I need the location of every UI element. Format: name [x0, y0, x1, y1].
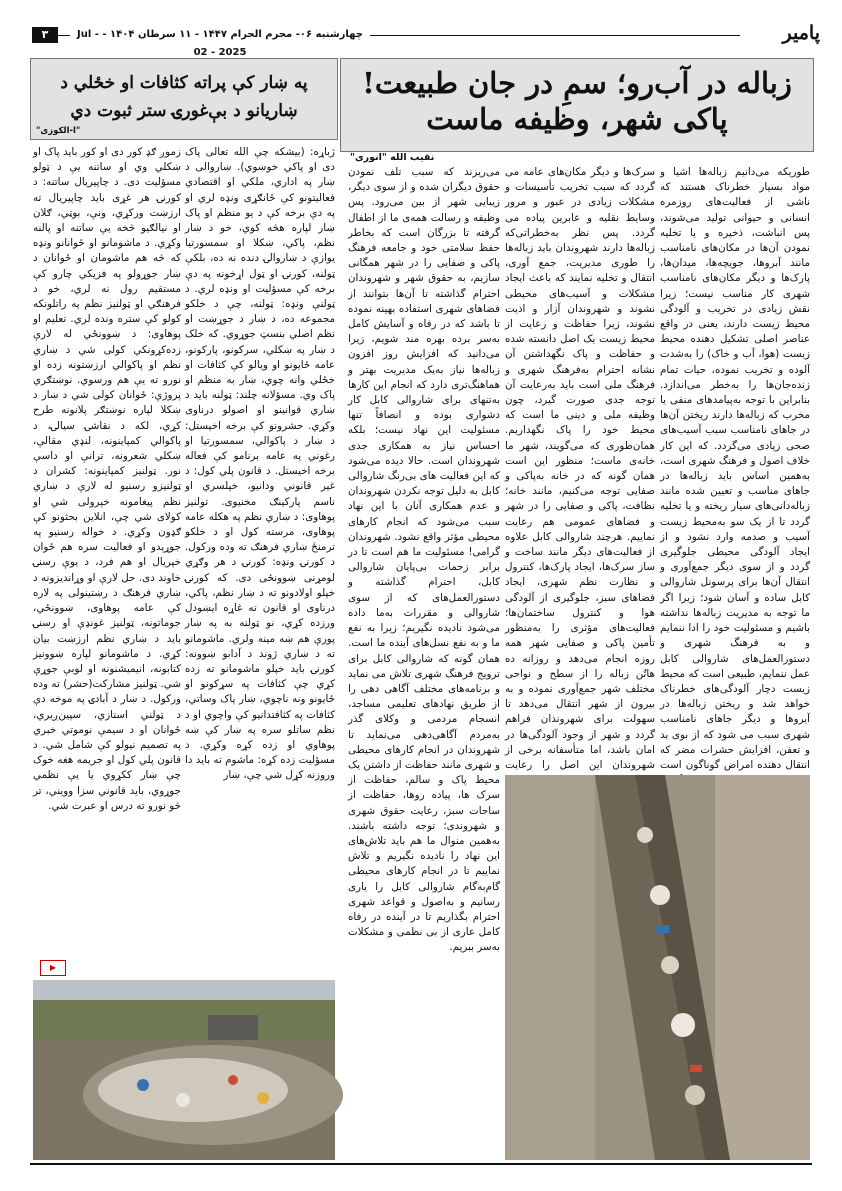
- byline-left: "ا-الکوزی": [36, 126, 81, 136]
- article-right-column-1: طوریکه می‌دانیم زباله‌ها اشیا و مواد بسیار خطرناک هستند که ناشی از فعالیت‌های روزمره انسانی و حیوانی تولید می‌شوند، پس انباشت، ذخیره و یا تخلیه نمودن آن‌ها در مکان‌های نامناسب مانند آبروها، جویچه‌ها، میدان‌ها، پارک‌ها و دیگر مکان‌های نامناسب شهری کار مناسب نیست؛ زیرا نقش زیادی در تخریب و آلودگی محیط زیست دارند، یعنی در واقع عناصر اصلی تشکیل دهنده محیط زیست (هوا، آب و خاک) را به‌شدت آلوده و تخریب نموده، حیات تمام زنده‌جان‌ها را به‌خطر می‌اندازد. بنابراین با توجه به‌پیامدهای منفی یا مخرب که زباله‌ها دارند ریختن آن‌ها در جاهای نامناسب سبب آسیب‌های صحی زیادی می‌گردد. که این کار خلاف اصول و فرهنگ شهری است، به‌همین اساس باید زباله‌ها در جاهای مناسب و تعیین شده مانند زباله‌دانی‌های سیار ریخته و یا تخلیه گردد تا از یک سو به‌محیط زیست آسیب و صدمه وارد نشود و از ایجاد آلودگی محیطی جلوگیری گردد و از سوی دیگر جمع‌آوری و انتقال آن‌ها برای پرسونل شاروالی کابل ساده و آسان شود؛ زیرا اگر ما توجه به مدیریت زباله‌ها نداشته باشیم و مسئولیت خود را ادا ننمایم و به فرهنگ شهری و دستورالعمل‌های شاروالی کابل عمل ننمایم، طبیعی است که محیط زیست دچار آلودگی‌های خطرناک خواهد شد و ریختن زباله‌ها در آبروها و دیگر جاهای نامناسب شهری سبب می شود که از بوی بد و تعفن، افزایش حشرات مضر که انتقال دهنده امراض گوناگون است: [660, 166, 810, 771]
- byline-right: نقیب الله "انوری": [350, 152, 435, 163]
- headline-left-line2: ښاريانو د بې‌غورۍ ستر ثبوت دي: [70, 101, 298, 121]
- photo-drainage-ditch-drawing: [505, 775, 810, 1160]
- footer-rule: [30, 1163, 812, 1165]
- headline-left-line1: په ښار کې پراته کثافات او خځلي د: [60, 73, 308, 93]
- article-left-column-2: زموږ ګډ کور دی او کور باید پاک او ښکلي وي او ساتنه يې د ټولو مسؤلیت دی. د چاپیریال ساتنه: د کورنۍ هر غړی باید چاپیریال ته ارزښت ورکړي، ونې، بوټي، ګلان او نیالګیو څخه یې ساتنه او پالنه وکړي. د ماشومانو او ځوانانو ونډه که څه هم ماشومان او ځوانان د ښار جوړولو په فزیکي چارو کې مستقیم رول نه لري، خو د فرهنګي او ټولنیز نظم په راتلونکه کولو کې ستره ونده لري. تعلیم او پوهاوی: د ښوونځي له لارې زده‌کړونکي کولی شي د ښاري نظم او پاکوالي ارزښتونه زده او نورو ته یې هم ورسوي. نوښتګري پروژې: ځوانان کولی شي د ښار د ښکلا لپاره نوښتګر پلانونه طرح کړي، لکه د نقاشۍ سیالۍ، د پاکوالي کمپاینونه، لنډي مقالې، ښکلي شعرونه، ترانې او داسې نور. ټولنیز کمپاینونه: کشران د ټولنیزو رسنیو له لارې د ښاري نظم پیغامونه خپرولی شي او کولای شي چې، انلاین بحثونو کې ګډون وکړي. د خواله رسنیو په جوړېدو او فعالیت سره هم ځوان خپریال او هم فرد، د یوې رسنۍ خاوند دی. حل لارې او وړاندیزونه د ښاري فرهنګ د رښتینولی په لاره کې عامه پوهاوی، ښوونځي، جوماتونه، ټولنیز غونډې او رسنۍ باید د ښاري نظم ارزښت بیان کړي. د ماشومانو لپاره ښوونیز کتابونه، انیمیشنونه او لوبې جوړې شي. ټولنیز مشارکت(حشر) ته وده ورکول. د ښار د آبادۍ په موخه دې د ټولني استازي، سپین‌ږیري، ځوانان او د سیمې نوموتي خبري په تصمیم نیولو کې شامل شي. د قانون پلي کول او جریمه هغه خوک چې ښار ککړوي یا یې نظمي جوړوي، باید قانوني سزا وویني، تر څو نورو ته درس او عبرت شي.: [33, 146, 181, 812]
- article-right-column-3: می‌ریزند که سبب تلف نمودن حقوق دیگران شده و از سوی دیگر، زیبایی شهر از بین می‌رود. پس وظیفه و رسالت همه‌ی ما از اطفال گرفته تا بزرگان است که بخاطر حفظ سلامتی خود و جامعه فرهنگ پاکی و صفایی را در شهر همگانی سازیم، به حقوق شهر و شهروندان احترام گذاشته تا آن‌ها بتوانند از فضاهای شهری استفاده بهینه نموده تا باشد که در رفاه و آسایش کامل به‌سر برده بهره مند شویم، زیرا می‌دانید که افزایش روز افزون زباله‌ها نیاز به‌یک مدیریت بهتر و هماهنگ‌تری دارد که انجام این کارها به‌تنهای برای شاروالی کابل کار دشواری بوده و انصافاً تنها مسئولیت این نهاد نیست؛ بلکه احساس نیاز به همکاری جدی شهروندان است. حالا دیده می‌شود که این فعالیت های بی‌رنگ شاروالی کابل به دلیل توجه نکردن شهروندان و عدم همکاری آنان با این نهاد سبب می‌شود که انجام کارهای محیطی مؤثر واقع نشود. شهروندان گرامی! مسئولیت ما هم است تا در برابر زحمات بی‌پایان شاروالی کابل، احترام گذاشته و دستورالعمل‌های که از سوی شاروالی و مقررات به‌ما داده می‌شود نادیده نگیریم؛ زیرا به نفع ما و به نفع نسل‌های آینده ما است. همان گونه که شاروالی کابل برای ترویج فرهنگ شهری تلاش می نماید و برنامه‌های مختلف آگاهی دهی را از طریق نهادهای تعلیمی مساجد، انسجام مردمی و وکلای گذر به‌مردم آگاهی‌دهی می‌نماید تا شهروندان در انجام کارهای محیطی و شهری مانند حفاظت از داشتن یک محیط پاک و سالم، حفاظت از سرک ها، پیاده روها، حفاظت از ساحات سبز، رعایت حقوق شهری و شهروندی؛ توجه داشته باشند. به‌همین منوال ما هم باید تلاش‌های این نهاد را نادیده نگیریم و تلاش نماییم تا در انجام کارهای محیطی گام‌به‌گام شاروالی کابل را یاری رسانیم و به‌اصول و قواعد شهری احترام بگذاریم تا در آینده در رفاه کامل عاری از بی نظمی و مشکلات به‌سر ببریم.: [348, 166, 500, 954]
- headline-right-line2: پاکی شهر، وظیفه ماست: [426, 102, 728, 136]
- article-right-column-2: سرک‌ها و دیگر مکان‌های عامه می گردد که سبب تخریب تأسیسات و مشکلات زیادی در عبور و مرور وسایط نقلیه و عابرین پیاده می گردد. پس نظر به‌خطراتی‌که زباله‌ها دارند شهروندان باید زباله‌ها را طوری مدیریت، جمع آوری، انتقال و تخلیه نمایند که باعث ایجاد مشکلات و آسیب‌های محیطی نشوند و شهروندان آزار و اذیت نشوند، زیرا حفاظت و رعایت از محیط زیست یک اصل دانسته شده و حفاظت و پاک نگهداشتن آن نشانه احترام به‌فرهنگ شهری و فرهنگ ملی است باید به‌رعایت آن توجه جدی صورت گیرد، چون وظیفه ملی و دینی ما است که محیط خود را پاک نگهداریم. همان‌طوری که می‌گویند، شهر ما خانه‌ی ماست؛ منظور این است همان گونه که در خانه به‌پاکی و صفایی توجه می‌کنیم، مانند خانه؛ نظافت، پاکی و صفایی را در شهر و فضاهای عمومی هم رعایت نماییم. هرچند شاروالی کابل علاوه از فعالیت‌های دیگر مانند ساخت و ساز سرک‌ها، ایجاد پارک‌ها، کنترول و نظارت نظم شهری، ایجاد فضاهای سبز، جلوگیری از آلودگی هوا و کنترول ساختمان‌ها؛ فعالیت‌های مؤثری را به‌منظور تأمین پاکی و صفایی شهر همه روزه انجام می‌دهد و روزانه ده هاتُن زباله را از سطح و نواحی مختلف شهر جمع‌آوری نموده و به بیرون از شهر انتقال می‌دهد تا سهولت برای شهروندان فراهم گردد و شهر از وجود آلودگی‌ها در امان باشد، اما متأسفانه برخی از شهروندان این اصل را رعایت: [505, 166, 655, 771]
- headline-box-right: [340, 58, 814, 152]
- headline-right-line1: زباله در آب‌رو؛ سمِ در جان طبیعت!: [362, 66, 792, 100]
- masthead: پامیر: [740, 22, 824, 48]
- photo-garbage-pile-drawing: [33, 980, 335, 1160]
- page-number: ۳: [32, 27, 58, 43]
- end-mark-icon: ▶: [40, 960, 66, 976]
- photo-drainage-ditch: [505, 775, 810, 1160]
- dateline: چهارشنبه ۰۶- محرم الحرام ۱۴۴۷ - ۱۱ سرطان ۱۴۰۴ - Jul - 02 - 2025: [70, 26, 370, 44]
- article-left-column-1: ژباړه: (بیشکه چې الله تعالی پاک دی او پاکي خوښوي). ښاروالی د ښار په اداري، ملکي او اقتصادي فعالیتونو کې ځانګړی ونډه لري او په دې برخه کې د یو منظم او پاک ښار لپاره هڅه کوي، خو د ښار نظم، پاکي، ښکلا او سمسورتیا یوازې د ښاروالۍ دنده نه ده، بلکې ټولنه، کورنۍ او ټول اړخونه په دې برخه کې مسؤلیت او ونډه لري. د ټولنې ونډه: ټولنه، چې د خلکو مجموعه ده، د ښار د جوړښت او نظم اصلي بنسټ جوړوي. که خلک د ښار په ښکلي، سرکونو، پارکونو، عامه ځایونو او ویالو کې کثافات او خځلي وانه چوي، ښار به منظم او پاک وي. مسؤلانه چلند: ټولنه باید د ښاري قوانینو او اصولو درناوی وکړي. حشرونو کې برخه اخیستل: د ښار د پاکوالي، سمسورتیا او رغوني په عامه برنامو کې فعاله برخه اخیستل. د قانون پلي کول: د غیر قانوني ودانیو، خپلسري او ناسم پارکینګ مخنیوی. تولنیز پوهاوی: د ښاري نظم په هکله عامه پوهاوی، مرسته کول او د خلکو ترمنځ ښاري فرهنګ ته وده ورکول. د کورنۍ ونډه: کورنۍ د هر وګړي لومړنی ښوونځی دی. که کورنۍ خپلو اولادونو ته د ښار نظم، پاکي، درناوی او قانون ته غاړه ایښودل ورزده کړي، نو ټولنه به په ښار پورې هم ښه مینه ولري. ماشومانو ته د ښاري ژوند د آدابو ښوونه: کورنۍ باید خپلو ماشومانو ته زده کړي چې کثافات په سړکونو او ځایونو ونه ناچوي، ښار پاک وساتي، کثافات په کثافتدانيو کې واچوي او د نظم ساتلو سره په ښار کې ښه پوهاوي او زده کړه وکړي. د مسؤلیت زده کړه: ماشوم ته باید دا وروزنه کړل شي چې، ښار: [185, 146, 335, 782]
- photo-garbage-pile: [33, 980, 335, 1160]
